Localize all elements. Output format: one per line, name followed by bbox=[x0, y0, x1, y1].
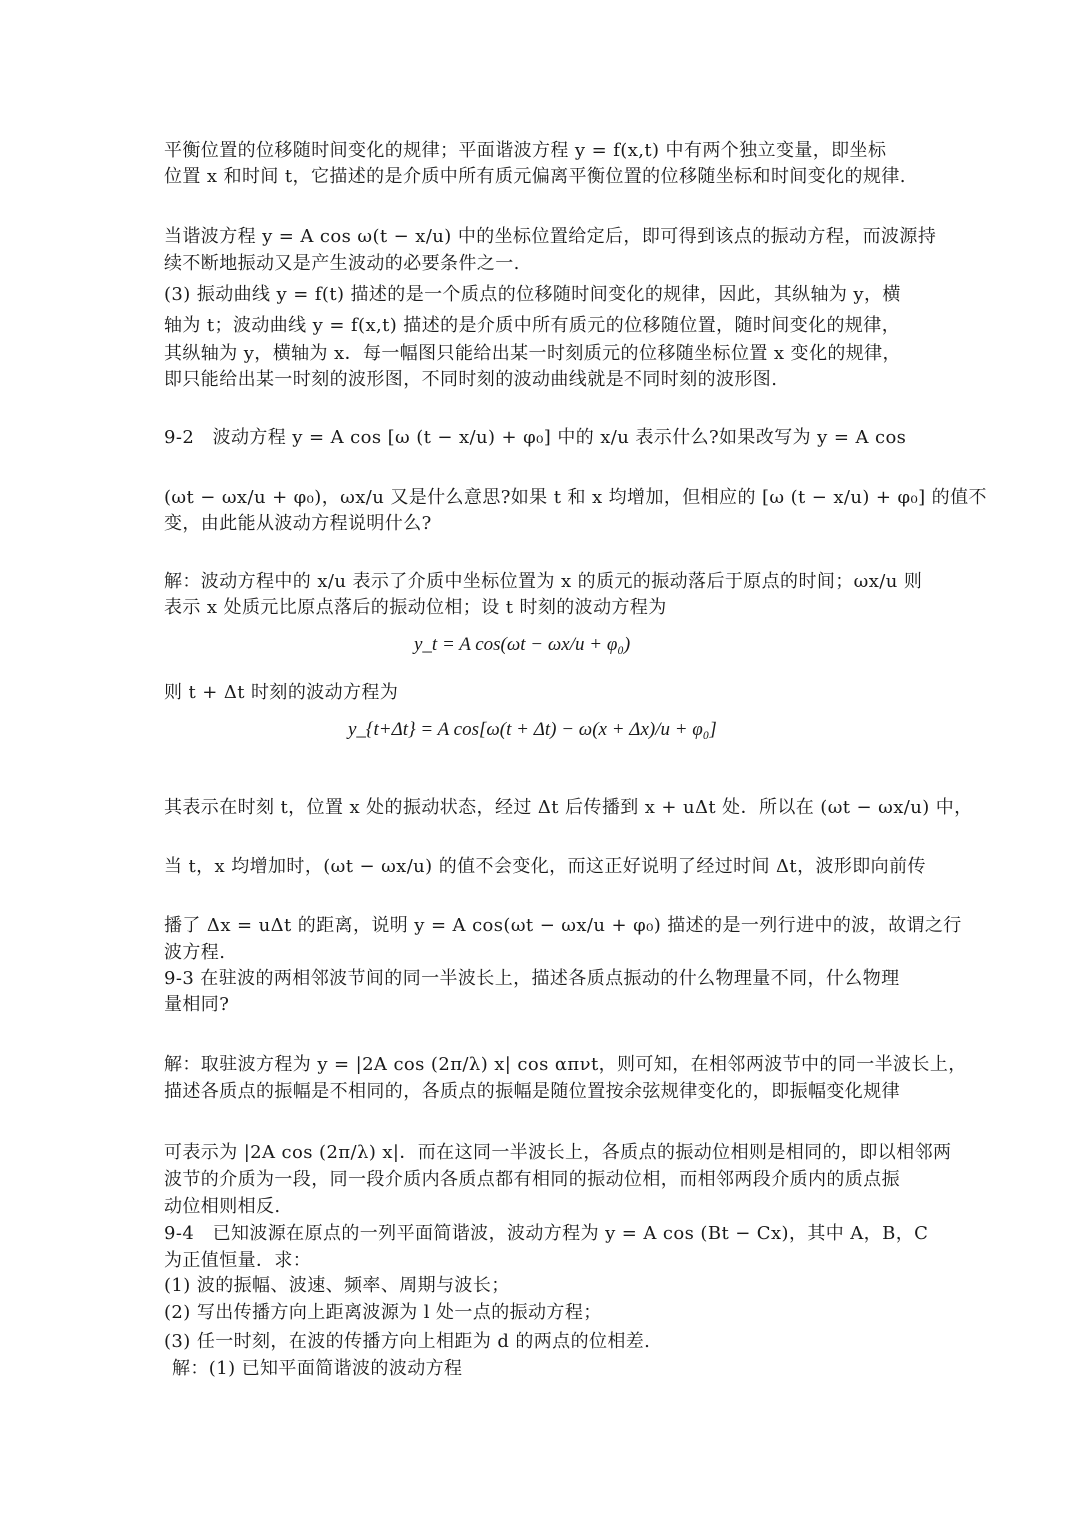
equation-yt: y_t = A cos(ωt − ωx/u + φ₀) bbox=[414, 634, 631, 655]
question-line: (3) 任一时刻，在波的传播方向上相距为 d 的两点的位相差. bbox=[164, 1331, 651, 1352]
answer-line: 播了 Δx = uΔt 的距离，说明 y = A cos(ωt − ωx/u + φ₀) 描述的是一列行进中的波，故谓之行 bbox=[164, 915, 962, 936]
question-line: (1) 波的振幅、波速、频率、周期与波长； bbox=[164, 1275, 510, 1296]
equation-yt-dt: y_{t+Δt} = A cos[ω(t + Δt) − ω(x + Δx)/u + φ₀] bbox=[348, 719, 717, 740]
answer-line: 其表示在时刻 t，位置 x 处的振动状态，经过 Δt 后传播到 x + uΔt 处．所以在 (ωt − ωx/u) 中， bbox=[164, 797, 973, 818]
answer-line: 解：波动方程中的 x/u 表示了介质中坐标位置为 x 的质元的振动落后于原点的时间；ωx/u 则 bbox=[164, 571, 923, 592]
answer-line: 描述各质点的振幅是不相同的，各质点的振幅是随位置按余弦规律变化的，即振幅变化规律 bbox=[164, 1081, 900, 1102]
answer-line: 表示 x 处质元比原点落后的振动位相；设 t 时刻的波动方程为 bbox=[164, 597, 667, 618]
question-line: 为正值恒量．求： bbox=[164, 1250, 312, 1271]
text-line: 轴为 t；波动曲线 y = f(x,t) 描述的是介质中所有质元的位移随位置，随时间变化的规律， bbox=[164, 315, 901, 336]
answer-line: 解：(1) 已知平面简谐波的波动方程 bbox=[172, 1358, 463, 1379]
answer-line: 动位相则相反. bbox=[164, 1196, 281, 1217]
text-line: 平衡位置的位移随时间变化的规律；平面谐波方程 y = f(x,t) 中有两个独立变量，即坐标 bbox=[164, 140, 887, 161]
answer-line: 波节的介质为一段，同一段介质内各质点都有相同的振动位相，而相邻两段介质内的质点振 bbox=[164, 1169, 900, 1190]
question-line: 量相同? bbox=[164, 994, 230, 1015]
text-line: (3) 振动曲线 y = f(t) 描述的是一个质点的位移随时间变化的规律，因此，其纵轴为 y，横 bbox=[164, 284, 901, 305]
text-line: 其纵轴为 y，横轴为 x．每一幅图只能给出某一时刻质元的位移随坐标位置 x 变化的规律， bbox=[164, 343, 901, 364]
answer-line: 波方程. bbox=[164, 942, 226, 963]
question-line: 9-2 波动方程 y = A cos [ω (t − x/u) + φ₀] 中的 x/u 表示什么?如果改写为 y = A cos bbox=[164, 427, 907, 448]
answer-line: 则 t + Δt 时刻的波动方程为 bbox=[164, 682, 399, 703]
answer-line: 可表示为 |2A cos (2π/λ) x|．而在这同一半波长上，各质点的振动位相则是相同的，即以相邻两 bbox=[164, 1142, 952, 1163]
text-line: 位置 x 和时间 t，它描述的是介质中所有质元偏离平衡位置的位移随坐标和时间变化的规律. bbox=[164, 166, 906, 187]
answer-line: 当 t，x 均增加时，(ωt − ωx/u) 的值不会变化，而这正好说明了经过时间 Δt，波形即向前传 bbox=[164, 856, 926, 877]
question-line: 变，由此能从波动方程说明什么? bbox=[164, 513, 432, 534]
question-line: 9-3 在驻波的两相邻波节间的同一半波长上，描述各质点振动的什么物理量不同，什么物理 bbox=[164, 968, 900, 989]
question-line: (ωt − ωx/u + φ₀)，ωx/u 又是什么意思?如果 t 和 x 均增加，但相应的 [ω (t − x/u) + φ₀] 的值不 bbox=[164, 487, 987, 508]
question-line: 9-4 已知波源在原点的一列平面简谐波，波动方程为 y = A cos (Bt − Cx)，其中 A，B，C bbox=[164, 1223, 929, 1244]
answer-line: 解：取驻波方程为 y = |2A cos (2π/λ) x| cos απνt，则可知，在相邻两波节中的同一半波长上， bbox=[164, 1054, 967, 1075]
text-line: 当谐波方程 y = A cos ω(t − x/u) 中的坐标位置给定后，即可得到该点的振动方程，而波源持 bbox=[164, 226, 937, 247]
text-line: 即只能给出某一时刻的波形图，不同时刻的波动曲线就是不同时刻的波形图. bbox=[164, 369, 778, 390]
question-line: (2) 写出传播方向上距离波源为 l 处一点的振动方程； bbox=[164, 1302, 602, 1323]
text-line: 续不断地振动又是产生波动的必要条件之一. bbox=[164, 253, 520, 274]
